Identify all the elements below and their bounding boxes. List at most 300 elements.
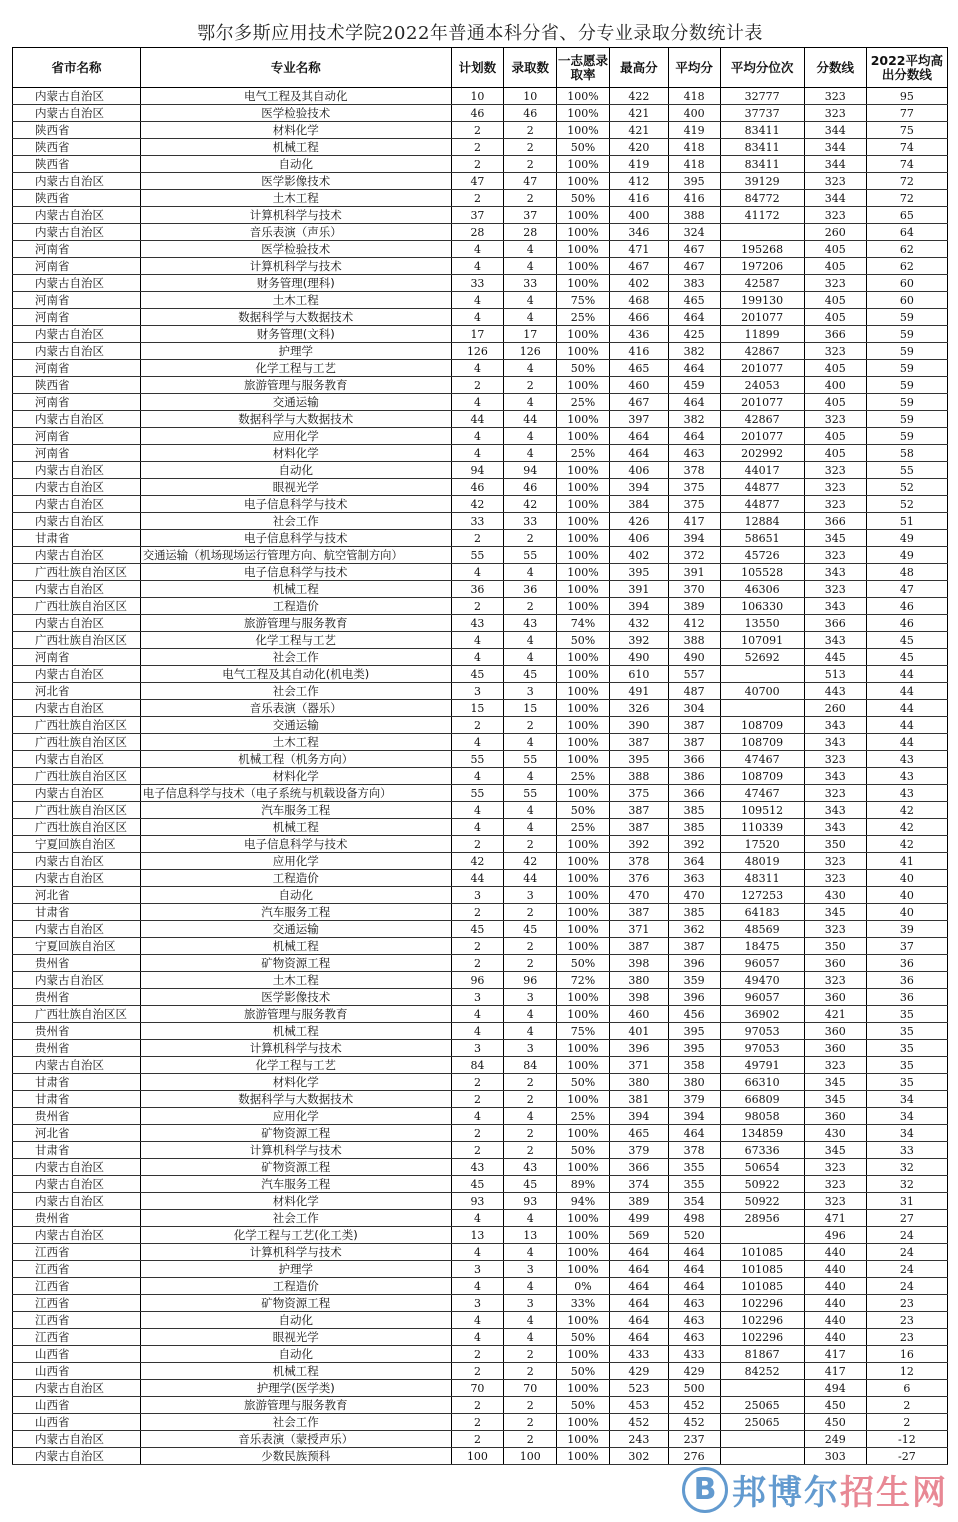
cell-province: 宁夏回族自治区 bbox=[13, 836, 141, 853]
cell-major: 汽车服务工程 bbox=[140, 802, 451, 819]
cell-cutoff: 343 bbox=[804, 734, 866, 751]
cell-first-choice-rate: 100% bbox=[557, 564, 610, 581]
table-row bbox=[13, 1295, 948, 1312]
cell-first-choice-rate: 100% bbox=[557, 836, 610, 853]
cell-plan-count: 84 bbox=[451, 1057, 504, 1074]
cell-above-cutoff: 23 bbox=[866, 1329, 947, 1346]
cell-avg-rank: 110339 bbox=[720, 819, 804, 836]
cell-admitted-count: 2 bbox=[504, 904, 557, 921]
header-first-choice-rate: 一志愿录取率 bbox=[557, 48, 610, 88]
cell-plan-count: 2 bbox=[451, 904, 504, 921]
table-row bbox=[13, 615, 948, 632]
cell-admitted-count: 4 bbox=[504, 1278, 557, 1295]
cell-admitted-count: 55 bbox=[504, 751, 557, 768]
cell-avg-rank: 28956 bbox=[720, 1210, 804, 1227]
cell-admitted-count: 70 bbox=[504, 1380, 557, 1397]
cell-above-cutoff: 36 bbox=[866, 989, 947, 1006]
cell-above-cutoff: 27 bbox=[866, 1210, 947, 1227]
cell-avg-score: 378 bbox=[668, 462, 720, 479]
table-row bbox=[13, 700, 948, 717]
cell-first-choice-rate: 100% bbox=[557, 496, 610, 513]
cell-avg-score: 464 bbox=[668, 1125, 720, 1142]
cell-province: 广西壮族自治区区 bbox=[13, 564, 141, 581]
cell-first-choice-rate: 50% bbox=[557, 802, 610, 819]
cell-major: 医学检验技术 bbox=[140, 105, 451, 122]
cell-avg-rank: 32777 bbox=[720, 88, 804, 105]
cell-admitted-count: 2 bbox=[504, 717, 557, 734]
watermark-text-a: 邦博尔 bbox=[732, 1473, 840, 1513]
cell-admitted-count: 4 bbox=[504, 394, 557, 411]
cell-province: 内蒙古自治区 bbox=[13, 1448, 141, 1465]
cell-avg-rank: 44877 bbox=[720, 496, 804, 513]
cell-admitted-count: 33 bbox=[504, 275, 557, 292]
cell-province: 陕西省 bbox=[13, 139, 141, 156]
cell-plan-count: 46 bbox=[451, 479, 504, 496]
cell-cutoff: 360 bbox=[804, 989, 866, 1006]
cell-plan-count: 2 bbox=[451, 1091, 504, 1108]
cell-cutoff: 471 bbox=[804, 1210, 866, 1227]
cell-max-score: 400 bbox=[609, 207, 668, 224]
cell-plan-count: 2 bbox=[451, 1142, 504, 1159]
cell-first-choice-rate: 100% bbox=[557, 156, 610, 173]
cell-max-score: 453 bbox=[609, 1397, 668, 1414]
cell-avg-score: 382 bbox=[668, 411, 720, 428]
cell-major: 自动化 bbox=[140, 1312, 451, 1329]
cell-cutoff: 343 bbox=[804, 802, 866, 819]
cell-province: 陕西省 bbox=[13, 122, 141, 139]
cell-cutoff: 344 bbox=[804, 156, 866, 173]
cell-avg-score: 433 bbox=[668, 1346, 720, 1363]
cell-max-score: 371 bbox=[609, 1057, 668, 1074]
cell-province: 甘肃省 bbox=[13, 530, 141, 547]
cell-max-score: 394 bbox=[609, 1108, 668, 1125]
cell-avg-rank: 97053 bbox=[720, 1023, 804, 1040]
cell-province: 内蒙古自治区 bbox=[13, 921, 141, 938]
cell-avg-score: 429 bbox=[668, 1363, 720, 1380]
cell-first-choice-rate: 50% bbox=[557, 1142, 610, 1159]
cell-cutoff: 350 bbox=[804, 836, 866, 853]
cell-first-choice-rate: 100% bbox=[557, 547, 610, 564]
cell-plan-count: 2 bbox=[451, 1346, 504, 1363]
cell-major: 电子信息科学与技术 bbox=[140, 496, 451, 513]
cell-first-choice-rate: 100% bbox=[557, 122, 610, 139]
table-row bbox=[13, 1210, 948, 1227]
table-row bbox=[13, 530, 948, 547]
cell-avg-score: 378 bbox=[668, 1142, 720, 1159]
cell-max-score: 375 bbox=[609, 785, 668, 802]
header-major: 专业名称 bbox=[140, 48, 451, 88]
cell-cutoff: 345 bbox=[804, 1142, 866, 1159]
cell-above-cutoff: 44 bbox=[866, 700, 947, 717]
cell-admitted-count: 45 bbox=[504, 921, 557, 938]
cell-first-choice-rate: 100% bbox=[557, 275, 610, 292]
table-row bbox=[13, 938, 948, 955]
cell-cutoff: 345 bbox=[804, 904, 866, 921]
table-row bbox=[13, 1006, 948, 1023]
cell-max-score: 406 bbox=[609, 530, 668, 547]
cell-avg-score: 452 bbox=[668, 1397, 720, 1414]
cell-above-cutoff: 24 bbox=[866, 1261, 947, 1278]
cell-major: 医学检验技术 bbox=[140, 241, 451, 258]
cell-province: 广西壮族自治区区 bbox=[13, 717, 141, 734]
cell-avg-score: 385 bbox=[668, 904, 720, 921]
cell-max-score: 464 bbox=[609, 1295, 668, 1312]
cell-cutoff: 323 bbox=[804, 1057, 866, 1074]
cell-first-choice-rate: 100% bbox=[557, 1346, 610, 1363]
cell-admitted-count: 13 bbox=[504, 1227, 557, 1244]
cell-above-cutoff: 35 bbox=[866, 1057, 947, 1074]
cell-plan-count: 2 bbox=[451, 530, 504, 547]
cell-avg-rank: 105528 bbox=[720, 564, 804, 581]
table-row bbox=[13, 462, 948, 479]
cell-above-cutoff: 42 bbox=[866, 819, 947, 836]
cell-major: 化学工程与工艺(化工类) bbox=[140, 1227, 451, 1244]
cell-plan-count: 55 bbox=[451, 547, 504, 564]
cell-plan-count: 45 bbox=[451, 1176, 504, 1193]
table-row bbox=[13, 1023, 948, 1040]
table-row bbox=[13, 819, 948, 836]
cell-above-cutoff: 23 bbox=[866, 1295, 947, 1312]
cell-first-choice-rate: 100% bbox=[557, 683, 610, 700]
cell-plan-count: 37 bbox=[451, 207, 504, 224]
cell-plan-count: 4 bbox=[451, 649, 504, 666]
cell-avg-rank: 50654 bbox=[720, 1159, 804, 1176]
cell-first-choice-rate: 100% bbox=[557, 513, 610, 530]
table-row bbox=[13, 904, 948, 921]
cell-avg-score: 463 bbox=[668, 1295, 720, 1312]
cell-above-cutoff: 44 bbox=[866, 717, 947, 734]
cell-cutoff: 323 bbox=[804, 462, 866, 479]
table-row bbox=[13, 360, 948, 377]
cell-avg-score: 459 bbox=[668, 377, 720, 394]
cell-cutoff: 445 bbox=[804, 649, 866, 666]
cell-first-choice-rate: 25% bbox=[557, 309, 610, 326]
cell-province: 陕西省 bbox=[13, 156, 141, 173]
cell-province: 内蒙古自治区 bbox=[13, 853, 141, 870]
cell-major: 材料化学 bbox=[140, 445, 451, 462]
cell-first-choice-rate: 33% bbox=[557, 1295, 610, 1312]
cell-plan-count: 44 bbox=[451, 411, 504, 428]
table-row bbox=[13, 156, 948, 173]
cell-avg-score: 500 bbox=[668, 1380, 720, 1397]
cell-first-choice-rate: 100% bbox=[557, 207, 610, 224]
cell-admitted-count: 44 bbox=[504, 870, 557, 887]
cell-above-cutoff: 45 bbox=[866, 649, 947, 666]
cell-first-choice-rate: 100% bbox=[557, 88, 610, 105]
cell-admitted-count: 2 bbox=[504, 1125, 557, 1142]
cell-avg-rank bbox=[720, 1431, 804, 1448]
cell-avg-rank: 50922 bbox=[720, 1176, 804, 1193]
cell-major: 交通运输 bbox=[140, 921, 451, 938]
cell-plan-count: 33 bbox=[451, 275, 504, 292]
cell-avg-rank: 201077 bbox=[720, 394, 804, 411]
cell-province: 河南省 bbox=[13, 445, 141, 462]
cell-avg-rank bbox=[720, 1227, 804, 1244]
cell-first-choice-rate: 74% bbox=[557, 615, 610, 632]
cell-first-choice-rate: 100% bbox=[557, 326, 610, 343]
cell-above-cutoff: 74 bbox=[866, 139, 947, 156]
cell-cutoff: 323 bbox=[804, 275, 866, 292]
cell-first-choice-rate: 100% bbox=[557, 1057, 610, 1074]
cell-avg-score: 465 bbox=[668, 292, 720, 309]
cell-avg-rank: 134859 bbox=[720, 1125, 804, 1142]
cell-province: 宁夏回族自治区 bbox=[13, 938, 141, 955]
cell-major: 机械工程（机务方向） bbox=[140, 751, 451, 768]
cell-plan-count: 70 bbox=[451, 1380, 504, 1397]
cell-cutoff: 350 bbox=[804, 938, 866, 955]
cell-above-cutoff: 46 bbox=[866, 615, 947, 632]
cell-admitted-count: 4 bbox=[504, 802, 557, 819]
cell-first-choice-rate: 100% bbox=[557, 1006, 610, 1023]
cell-above-cutoff: 58 bbox=[866, 445, 947, 462]
cell-admitted-count: 2 bbox=[504, 1091, 557, 1108]
table-row bbox=[13, 445, 948, 462]
cell-first-choice-rate: 100% bbox=[557, 173, 610, 190]
table-row bbox=[13, 785, 948, 802]
cell-cutoff: 360 bbox=[804, 1023, 866, 1040]
cell-plan-count: 43 bbox=[451, 615, 504, 632]
cell-admitted-count: 33 bbox=[504, 513, 557, 530]
cell-cutoff: 323 bbox=[804, 751, 866, 768]
cell-major: 社会工作 bbox=[140, 513, 451, 530]
cell-major: 计算机科学与技术 bbox=[140, 258, 451, 275]
cell-avg-score: 382 bbox=[668, 343, 720, 360]
cell-plan-count: 55 bbox=[451, 785, 504, 802]
header-max-score: 最高分 bbox=[609, 48, 668, 88]
cell-max-score: 406 bbox=[609, 462, 668, 479]
cell-first-choice-rate: 100% bbox=[557, 105, 610, 122]
cell-above-cutoff: 62 bbox=[866, 241, 947, 258]
cell-above-cutoff: 32 bbox=[866, 1176, 947, 1193]
cell-admitted-count: 42 bbox=[504, 853, 557, 870]
cell-plan-count: 4 bbox=[451, 360, 504, 377]
cell-province: 内蒙古自治区 bbox=[13, 972, 141, 989]
cell-max-score: 380 bbox=[609, 1074, 668, 1091]
cell-above-cutoff: 32 bbox=[866, 1159, 947, 1176]
cell-max-score: 569 bbox=[609, 1227, 668, 1244]
cell-cutoff: 323 bbox=[804, 870, 866, 887]
cell-avg-score: 304 bbox=[668, 700, 720, 717]
cell-province: 贵州省 bbox=[13, 955, 141, 972]
cell-avg-score: 395 bbox=[668, 1040, 720, 1057]
cell-avg-rank: 64183 bbox=[720, 904, 804, 921]
cell-above-cutoff: 49 bbox=[866, 547, 947, 564]
cell-province: 山西省 bbox=[13, 1346, 141, 1363]
cell-plan-count: 33 bbox=[451, 513, 504, 530]
cell-first-choice-rate: 25% bbox=[557, 1108, 610, 1125]
cell-above-cutoff: 24 bbox=[866, 1278, 947, 1295]
cell-admitted-count: 4 bbox=[504, 819, 557, 836]
cell-admitted-count: 2 bbox=[504, 1431, 557, 1448]
table-body bbox=[13, 88, 948, 1465]
cell-avg-rank bbox=[720, 1380, 804, 1397]
cell-province: 内蒙古自治区 bbox=[13, 581, 141, 598]
table-row bbox=[13, 496, 948, 513]
cell-avg-rank: 49791 bbox=[720, 1057, 804, 1074]
cell-first-choice-rate: 94% bbox=[557, 1193, 610, 1210]
cell-first-choice-rate: 100% bbox=[557, 853, 610, 870]
cell-major: 应用化学 bbox=[140, 1108, 451, 1125]
table-row bbox=[13, 1057, 948, 1074]
cell-avg-rank: 102296 bbox=[720, 1295, 804, 1312]
cell-first-choice-rate: 100% bbox=[557, 700, 610, 717]
cell-admitted-count: 3 bbox=[504, 683, 557, 700]
cell-major: 电子信息科学与技术 bbox=[140, 564, 451, 581]
cell-avg-rank: 41172 bbox=[720, 207, 804, 224]
cell-admitted-count: 43 bbox=[504, 615, 557, 632]
cell-above-cutoff: 43 bbox=[866, 785, 947, 802]
cell-avg-score: 395 bbox=[668, 1023, 720, 1040]
cell-major: 矿物资源工程 bbox=[140, 1159, 451, 1176]
cell-cutoff: 450 bbox=[804, 1414, 866, 1431]
cell-avg-score: 386 bbox=[668, 768, 720, 785]
cell-avg-score: 362 bbox=[668, 921, 720, 938]
cell-first-choice-rate: 100% bbox=[557, 1125, 610, 1142]
cell-avg-rank: 201077 bbox=[720, 360, 804, 377]
cell-above-cutoff: 36 bbox=[866, 955, 947, 972]
cell-avg-rank: 44017 bbox=[720, 462, 804, 479]
cell-admitted-count: 55 bbox=[504, 785, 557, 802]
cell-max-score: 464 bbox=[609, 428, 668, 445]
cell-plan-count: 2 bbox=[451, 1074, 504, 1091]
cell-major: 护理学 bbox=[140, 343, 451, 360]
cell-avg-score: 389 bbox=[668, 598, 720, 615]
table-row bbox=[13, 1244, 948, 1261]
cell-avg-score: 490 bbox=[668, 649, 720, 666]
cell-admitted-count: 4 bbox=[504, 1244, 557, 1261]
cell-major: 机械工程 bbox=[140, 1023, 451, 1040]
header-above-cutoff: 2022平均高出分数线 bbox=[866, 48, 947, 88]
cell-cutoff: 405 bbox=[804, 241, 866, 258]
cell-avg-score: 276 bbox=[668, 1448, 720, 1465]
cell-cutoff: 405 bbox=[804, 394, 866, 411]
cell-plan-count: 28 bbox=[451, 224, 504, 241]
cell-cutoff: 323 bbox=[804, 853, 866, 870]
cell-admitted-count: 2 bbox=[504, 1074, 557, 1091]
cell-avg-score: 419 bbox=[668, 122, 720, 139]
cell-avg-rank: 97053 bbox=[720, 1040, 804, 1057]
cell-avg-score: 463 bbox=[668, 445, 720, 462]
cell-plan-count: 4 bbox=[451, 632, 504, 649]
cell-admitted-count: 36 bbox=[504, 581, 557, 598]
cell-above-cutoff: -12 bbox=[866, 1431, 947, 1448]
cell-above-cutoff: 40 bbox=[866, 870, 947, 887]
cell-avg-rank: 84252 bbox=[720, 1363, 804, 1380]
cell-major: 汽车服务工程 bbox=[140, 1176, 451, 1193]
cell-major: 旅游管理与服务教育 bbox=[140, 615, 451, 632]
cell-avg-score: 396 bbox=[668, 955, 720, 972]
cell-max-score: 416 bbox=[609, 190, 668, 207]
cell-admitted-count: 2 bbox=[504, 955, 557, 972]
cell-province: 甘肃省 bbox=[13, 1091, 141, 1108]
cell-plan-count: 44 bbox=[451, 870, 504, 887]
cell-province: 陕西省 bbox=[13, 190, 141, 207]
cell-first-choice-rate: 100% bbox=[557, 224, 610, 241]
cell-avg-score: 358 bbox=[668, 1057, 720, 1074]
cell-max-score: 421 bbox=[609, 122, 668, 139]
cell-province: 山西省 bbox=[13, 1363, 141, 1380]
table-row bbox=[13, 972, 948, 989]
cell-major: 交通运输 bbox=[140, 717, 451, 734]
cell-major: 数据科学与大数据技术 bbox=[140, 309, 451, 326]
cell-above-cutoff: 49 bbox=[866, 530, 947, 547]
cell-major: 社会工作 bbox=[140, 1210, 451, 1227]
cell-first-choice-rate: 75% bbox=[557, 292, 610, 309]
cell-cutoff: 417 bbox=[804, 1363, 866, 1380]
cell-avg-score: 387 bbox=[668, 734, 720, 751]
cell-plan-count: 4 bbox=[451, 1329, 504, 1346]
table-row bbox=[13, 632, 948, 649]
cell-cutoff: 344 bbox=[804, 122, 866, 139]
cell-avg-score: 375 bbox=[668, 479, 720, 496]
cell-province: 甘肃省 bbox=[13, 1074, 141, 1091]
cell-max-score: 467 bbox=[609, 258, 668, 275]
table-row bbox=[13, 1312, 948, 1329]
cell-plan-count: 45 bbox=[451, 666, 504, 683]
cell-major: 社会工作 bbox=[140, 1414, 451, 1431]
cell-first-choice-rate: 100% bbox=[557, 666, 610, 683]
cell-cutoff: 443 bbox=[804, 683, 866, 700]
cell-max-score: 464 bbox=[609, 1244, 668, 1261]
cell-major: 音乐表演（器乐） bbox=[140, 700, 451, 717]
cell-first-choice-rate: 100% bbox=[557, 1431, 610, 1448]
cell-avg-rank: 84772 bbox=[720, 190, 804, 207]
cell-major: 机械工程 bbox=[140, 938, 451, 955]
admission-score-table bbox=[12, 47, 948, 1465]
cell-plan-count: 2 bbox=[451, 598, 504, 615]
header-plan-count: 计划数 bbox=[451, 48, 504, 88]
cell-admitted-count: 2 bbox=[504, 139, 557, 156]
cell-cutoff: 323 bbox=[804, 173, 866, 190]
cell-max-score: 326 bbox=[609, 700, 668, 717]
cell-cutoff: 405 bbox=[804, 292, 866, 309]
cell-avg-rank: 108709 bbox=[720, 734, 804, 751]
cell-avg-score: 387 bbox=[668, 717, 720, 734]
cell-cutoff: 405 bbox=[804, 360, 866, 377]
cell-avg-rank: 101085 bbox=[720, 1244, 804, 1261]
cell-avg-rank bbox=[720, 1448, 804, 1465]
cell-admitted-count: 2 bbox=[504, 122, 557, 139]
cell-admitted-count: 4 bbox=[504, 241, 557, 258]
cell-province: 内蒙古自治区 bbox=[13, 1193, 141, 1210]
cell-plan-count: 46 bbox=[451, 105, 504, 122]
watermark-logo-icon: B bbox=[682, 1467, 728, 1513]
cell-max-score: 396 bbox=[609, 1040, 668, 1057]
cell-avg-rank: 58651 bbox=[720, 530, 804, 547]
cell-max-score: 464 bbox=[609, 1261, 668, 1278]
cell-avg-score: 366 bbox=[668, 785, 720, 802]
cell-admitted-count: 46 bbox=[504, 479, 557, 496]
cell-admitted-count: 4 bbox=[504, 428, 557, 445]
cell-avg-rank: 67336 bbox=[720, 1142, 804, 1159]
cell-max-score: 366 bbox=[609, 1159, 668, 1176]
cell-avg-rank: 52692 bbox=[720, 649, 804, 666]
cell-avg-score: 400 bbox=[668, 105, 720, 122]
cell-avg-score: 395 bbox=[668, 173, 720, 190]
cell-plan-count: 4 bbox=[451, 1006, 504, 1023]
cell-admitted-count: 2 bbox=[504, 1363, 557, 1380]
cell-plan-count: 4 bbox=[451, 734, 504, 751]
cell-max-score: 392 bbox=[609, 632, 668, 649]
cell-first-choice-rate: 50% bbox=[557, 1074, 610, 1091]
cell-avg-rank: 42867 bbox=[720, 411, 804, 428]
cell-first-choice-rate: 100% bbox=[557, 649, 610, 666]
cell-major: 旅游管理与服务教育 bbox=[140, 1006, 451, 1023]
cell-avg-score: 425 bbox=[668, 326, 720, 343]
cell-major: 医学影像技术 bbox=[140, 989, 451, 1006]
cell-avg-score: 387 bbox=[668, 938, 720, 955]
table-row bbox=[13, 649, 948, 666]
